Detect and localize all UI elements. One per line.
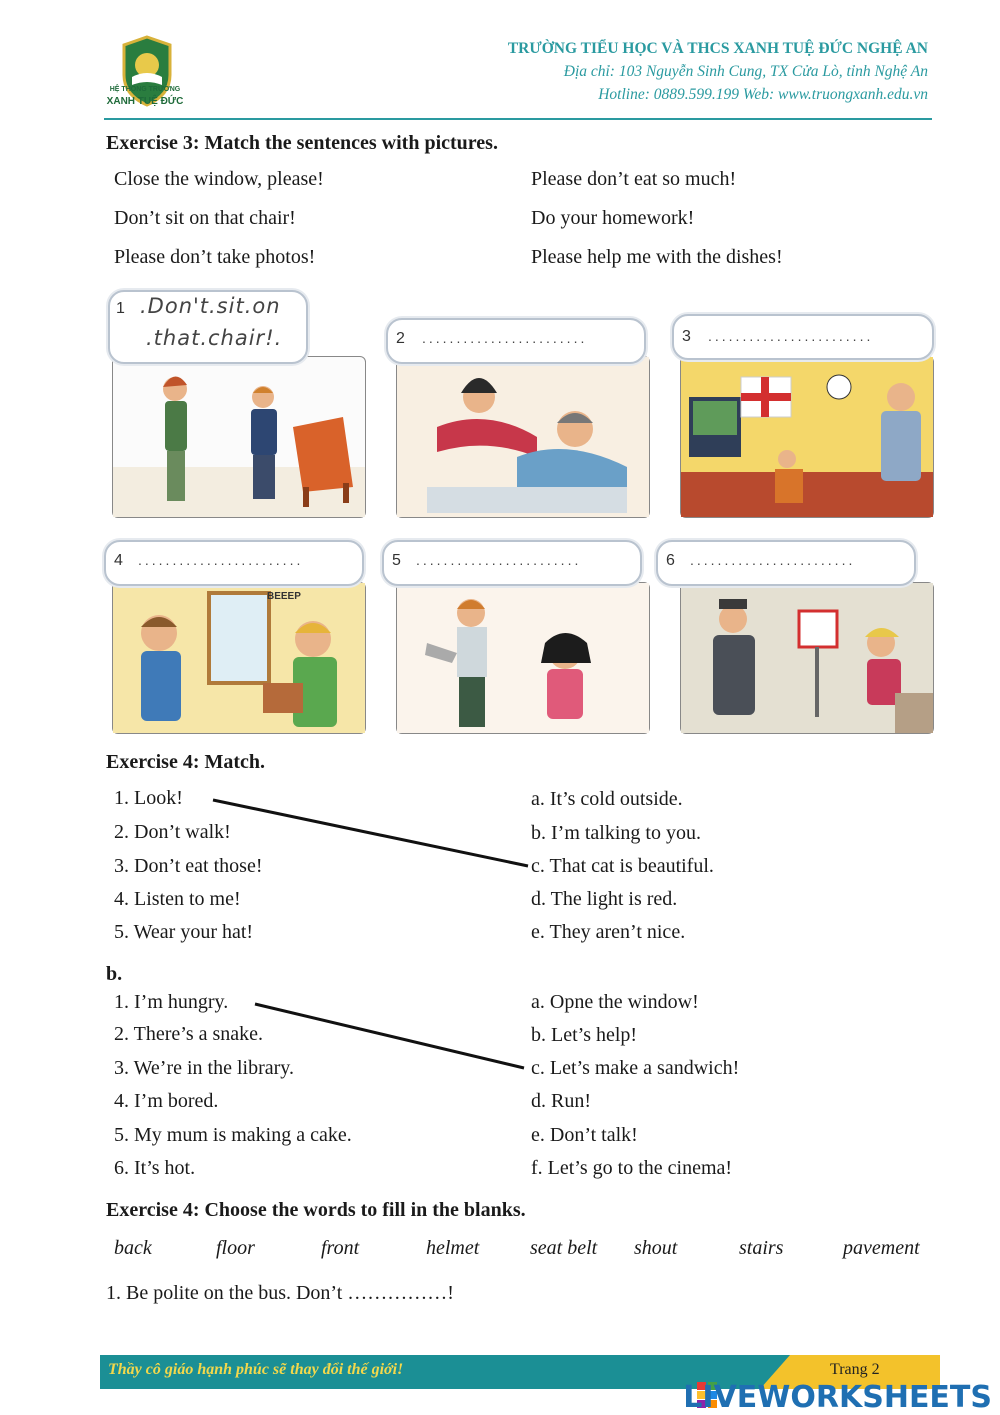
- match-line-1-c: [213, 800, 528, 866]
- panel-number: 5: [392, 552, 401, 569]
- logo-line1: HỆ THỐNG TRƯỜNG: [109, 86, 181, 93]
- answer-blank[interactable]: ........................: [416, 552, 582, 568]
- fill-question-1[interactable]: 1. Be polite on the bus. Don’t ……………!: [106, 1282, 454, 1304]
- ex3-sentence: Close the window, please!: [114, 168, 324, 190]
- exercise3-title: Exercise 3: Match the sentences with pictures.: [106, 132, 498, 154]
- match-right-item[interactable]: b. Let’s help!: [531, 1024, 638, 1046]
- panel-number: 4: [114, 552, 123, 569]
- match-left-item[interactable]: 6. It’s hot.: [114, 1157, 196, 1179]
- answer-blank[interactable]: ........................: [708, 328, 874, 344]
- match-left-item[interactable]: 2. There’s a snake.: [114, 1023, 264, 1045]
- panel-number: 2: [396, 330, 405, 347]
- exercise4-fill-title: Exercise 4: Choose the words to fill in the blanks.: [106, 1199, 526, 1221]
- match-right-item[interactable]: c. Let’s make a sandwich!: [531, 1057, 740, 1079]
- section-b-label: b.: [106, 963, 123, 985]
- match-right-item[interactable]: e. Don’t talk!: [531, 1124, 638, 1146]
- match-right-item[interactable]: d. Run!: [531, 1090, 591, 1112]
- match-left-item[interactable]: 3. We’re in the library.: [114, 1057, 294, 1079]
- match-line-b1-c: [255, 1004, 524, 1068]
- match-left-item[interactable]: 1. I’m hungry.: [114, 991, 229, 1013]
- answer-line: .Don't.sit.on: [140, 294, 281, 318]
- match-right-item[interactable]: a. Opne the window!: [531, 991, 699, 1013]
- answer-blank[interactable]: ........................: [690, 552, 856, 568]
- match-right-item[interactable]: b. I’m talking to you.: [531, 822, 701, 844]
- ex3-sentence: Please don’t eat so much!: [531, 168, 737, 190]
- panel-number: 3: [682, 328, 691, 345]
- match-left-item[interactable]: 1. Look!: [114, 787, 183, 809]
- exercise4-title: Exercise 4: Match.: [106, 751, 266, 773]
- match-left-item[interactable]: 3. Don’t eat those!: [114, 855, 263, 877]
- answer-blank[interactable]: ........................: [422, 330, 588, 346]
- school-hotline: Hotline: 0889.599.199 Web: www.truongxanh.edu.vn: [598, 86, 928, 103]
- word-bank-item: pavement: [843, 1237, 920, 1259]
- panel-number: 1: [116, 300, 125, 317]
- school-address: Địa chỉ: 103 Nguyễn Sinh Cung, TX Cửa Lò, tỉnh Nghệ An: [563, 63, 928, 80]
- word-bank-item: back: [114, 1237, 152, 1259]
- page-number: Trang 2: [830, 1361, 880, 1378]
- answer-blank[interactable]: ........................: [138, 552, 304, 568]
- word-bank-item: shout: [634, 1237, 678, 1259]
- match-left-item[interactable]: 5. My mum is making a cake.: [114, 1124, 352, 1146]
- match-right-item[interactable]: a. It’s cold outside.: [531, 788, 683, 810]
- panel-number: 6: [666, 552, 675, 569]
- match-right-item[interactable]: c. That cat is beautiful.: [531, 855, 714, 877]
- match-left-item[interactable]: 2. Don’t walk!: [114, 821, 231, 843]
- match-right-item[interactable]: f. Let’s go to the cinema!: [531, 1157, 733, 1179]
- ex3-sentence: Do your homework!: [531, 207, 695, 229]
- word-bank-item: front: [321, 1237, 360, 1259]
- liveworksheets-brand[interactable]: LIVEWORKSHEETS: [683, 1380, 992, 1415]
- word-bank-item: stairs: [739, 1237, 784, 1259]
- match-right-item[interactable]: d. The light is red.: [531, 888, 678, 910]
- ex3-sentence: Please don’t take photos!: [114, 246, 316, 268]
- word-bank-item: helmet: [426, 1237, 480, 1259]
- school-name: TRƯỜNG TIỂU HỌC VÀ THCS XANH TUỆ ĐỨC NGHỆ AN: [507, 40, 928, 57]
- match-left-item[interactable]: 4. I’m bored.: [114, 1090, 219, 1112]
- match-right-item[interactable]: e. They aren’t nice.: [531, 921, 686, 943]
- picture-sound-text: BEEEP: [267, 591, 301, 602]
- logo-line2: XANH TUỆ ĐỨC: [106, 96, 184, 107]
- answer-line: .that.chair!.: [146, 326, 283, 350]
- footer-motto: Thầy cô giáo hạnh phúc sẽ thay đổi thế giới!: [108, 1361, 404, 1378]
- ex3-sentence: Don’t sit on that chair!: [114, 207, 296, 229]
- match-left-item[interactable]: 5. Wear your hat!: [114, 921, 254, 943]
- ex3-sentence: Please help me with the dishes!: [531, 246, 783, 268]
- word-bank-item: seat belt: [530, 1237, 598, 1259]
- word-bank-item: floor: [216, 1237, 255, 1259]
- word-bank: [0, 1237, 1000, 1263]
- match-left-item[interactable]: 4. Listen to me!: [114, 888, 241, 910]
